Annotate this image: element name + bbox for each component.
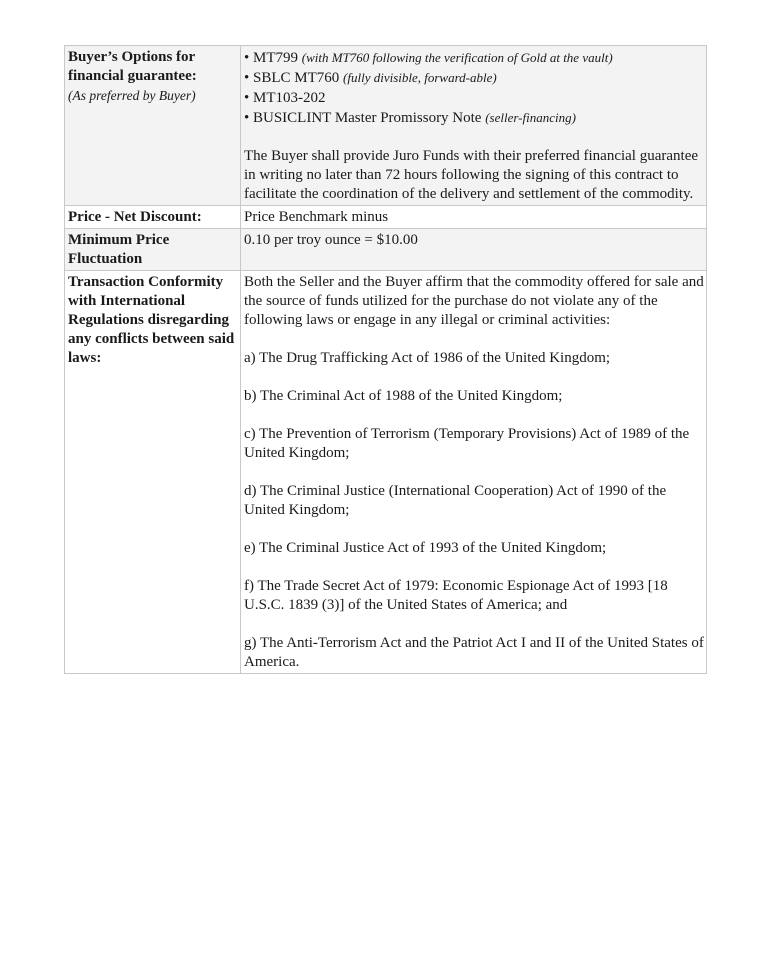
row-financial-guarantee xyxy=(65,46,707,206)
fluctuation-label: Minimum Price Fluctuation xyxy=(65,229,241,271)
contract-terms-table xyxy=(64,45,707,674)
financial-guarantee-sublabel: (As preferred by Buyer) xyxy=(68,88,196,103)
law-item-e: e) The Criminal Justice Act of 1993 of the United Kingdom; xyxy=(244,540,607,556)
financial-guarantee-label-cell xyxy=(65,46,241,206)
row-minimum-price-fluctuation xyxy=(65,229,707,271)
price-value: Price Benchmark minus xyxy=(241,206,707,229)
guarantee-paragraph: The Buyer shall provide Juro Funds with their preferred financial guarantee in writing no later than 72 hours following the signing of this contract to facilitate the coordination of the delivery and settlement of the commodity. xyxy=(244,148,699,202)
row-transaction-conformity xyxy=(65,271,707,674)
law-item-g: g) The Anti-Terrorism Act and the Patriot Act I and II of the United States of America. xyxy=(244,635,704,670)
row-price-net-discount xyxy=(65,206,707,229)
conformity-intro: Both the Seller and the Buyer affirm that the commodity offered for sale and the source of funds utilized for the purchase do not violate any of the following laws or engage in any illegal or criminal activities: xyxy=(244,274,704,328)
fluctuation-value: 0.10 per troy ounce = $10.00 xyxy=(241,229,707,271)
guarantee-option-2: • SBLC MT760 (fully divisible, forward-able) xyxy=(244,70,497,86)
conformity-label: Transaction Conformity with International Regulations disregarding any conflicts between said laws: xyxy=(65,271,241,674)
law-item-b: b) The Criminal Act of 1988 of the United Kingdom; xyxy=(244,388,563,404)
law-item-c: c) The Prevention of Terrorism (Temporary Provisions) Act of 1989 of the United Kingdom; xyxy=(244,426,690,461)
law-item-f: f) The Trade Secret Act of 1979: Economic Espionage Act of 1993 [18 U.S.C. 1839 (3)] of the United States of America; and xyxy=(244,578,668,613)
financial-guarantee-value-cell xyxy=(241,46,707,206)
guarantee-option-4: • BUSICLINT Master Promissory Note (seller-financing) xyxy=(244,110,576,126)
price-label: Price - Net Discount: xyxy=(65,206,241,229)
financial-guarantee-label: Buyer’s Options for financial guarantee: xyxy=(68,49,197,84)
conformity-value-cell xyxy=(241,271,707,674)
guarantee-option-1: • MT799 (with MT760 following the verification of Gold at the vault) xyxy=(244,50,613,66)
law-item-a: a) The Drug Trafficking Act of 1986 of the United Kingdom; xyxy=(244,350,611,366)
guarantee-option-3: • MT103-202 xyxy=(244,90,326,106)
law-item-d: d) The Criminal Justice (International Cooperation) Act of 1990 of the United Kingdom; xyxy=(244,483,667,518)
